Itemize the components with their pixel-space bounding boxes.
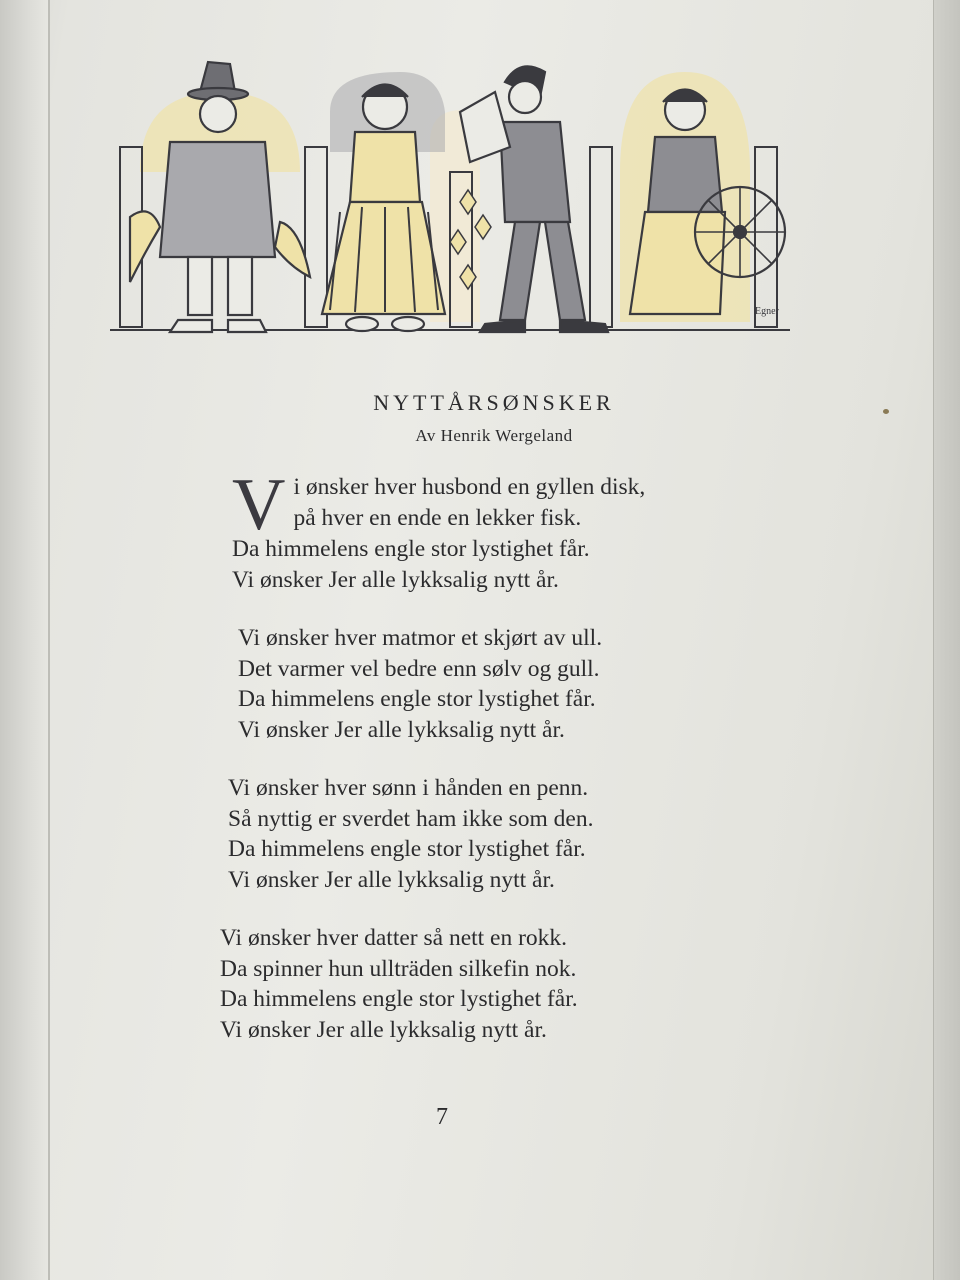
poem-line: på hver en ende en lekker fisk. <box>293 504 582 531</box>
poem-line: Vi ønsker Jer alle lykksalig nytt år. <box>238 716 565 743</box>
stanza-3 <box>228 773 752 895</box>
poem-author: Av Henrik Wergeland <box>415 426 573 445</box>
stanza-4 <box>220 923 752 1045</box>
poem-line: i ønsker hver husbond en gyllen disk, <box>293 474 646 500</box>
stanza-1 <box>232 464 752 595</box>
man-with-fish <box>130 62 310 332</box>
poem-line: Da spinner hun ullträden silkefin nok. <box>220 955 577 982</box>
poem-line: Da himmelens engle stor lystighet får. <box>220 986 578 1012</box>
poem-line: Vi ønsker hver matmor et skjørt av ull. <box>238 625 603 651</box>
poem-title: NYTTÅRSØNSKER <box>373 390 615 415</box>
artist-signature: Egner <box>755 306 779 317</box>
poem-line: Det varmer vel bedre enn sølv og gull. <box>238 655 600 682</box>
poem-line: Vi ønsker hver datter så nett en rokk. <box>220 925 568 951</box>
poem-line: Vi ønsker Jer alle lykksalig nytt år. <box>232 566 559 593</box>
page-edge <box>933 0 960 1280</box>
drop-cap: V <box>232 464 286 546</box>
poem-line: Vi ønsker hver sønn i hånden en penn. <box>228 775 589 801</box>
poem-line: Da himmelens engle stor lystighet får. <box>228 836 586 862</box>
page-number: 7 <box>436 1104 448 1130</box>
poem-line: Så nyttig er sverdet ham ikke som den. <box>228 805 594 832</box>
poem-line: Vi ønsker Jer alle lykksalig nytt år. <box>228 866 555 893</box>
poem-body <box>220 464 752 1073</box>
poem-line: Vi ønsker Jer alle lykksalig nytt år. <box>220 1016 547 1043</box>
poem-line: Da himmelens engle stor lystighet får. <box>232 536 590 562</box>
header-illustration <box>100 52 800 342</box>
paper-stain <box>883 409 889 414</box>
book-spine <box>0 0 50 1280</box>
poem-line: Da himmelens engle stor lystighet får. <box>238 686 596 712</box>
stanza-2 <box>238 623 752 745</box>
